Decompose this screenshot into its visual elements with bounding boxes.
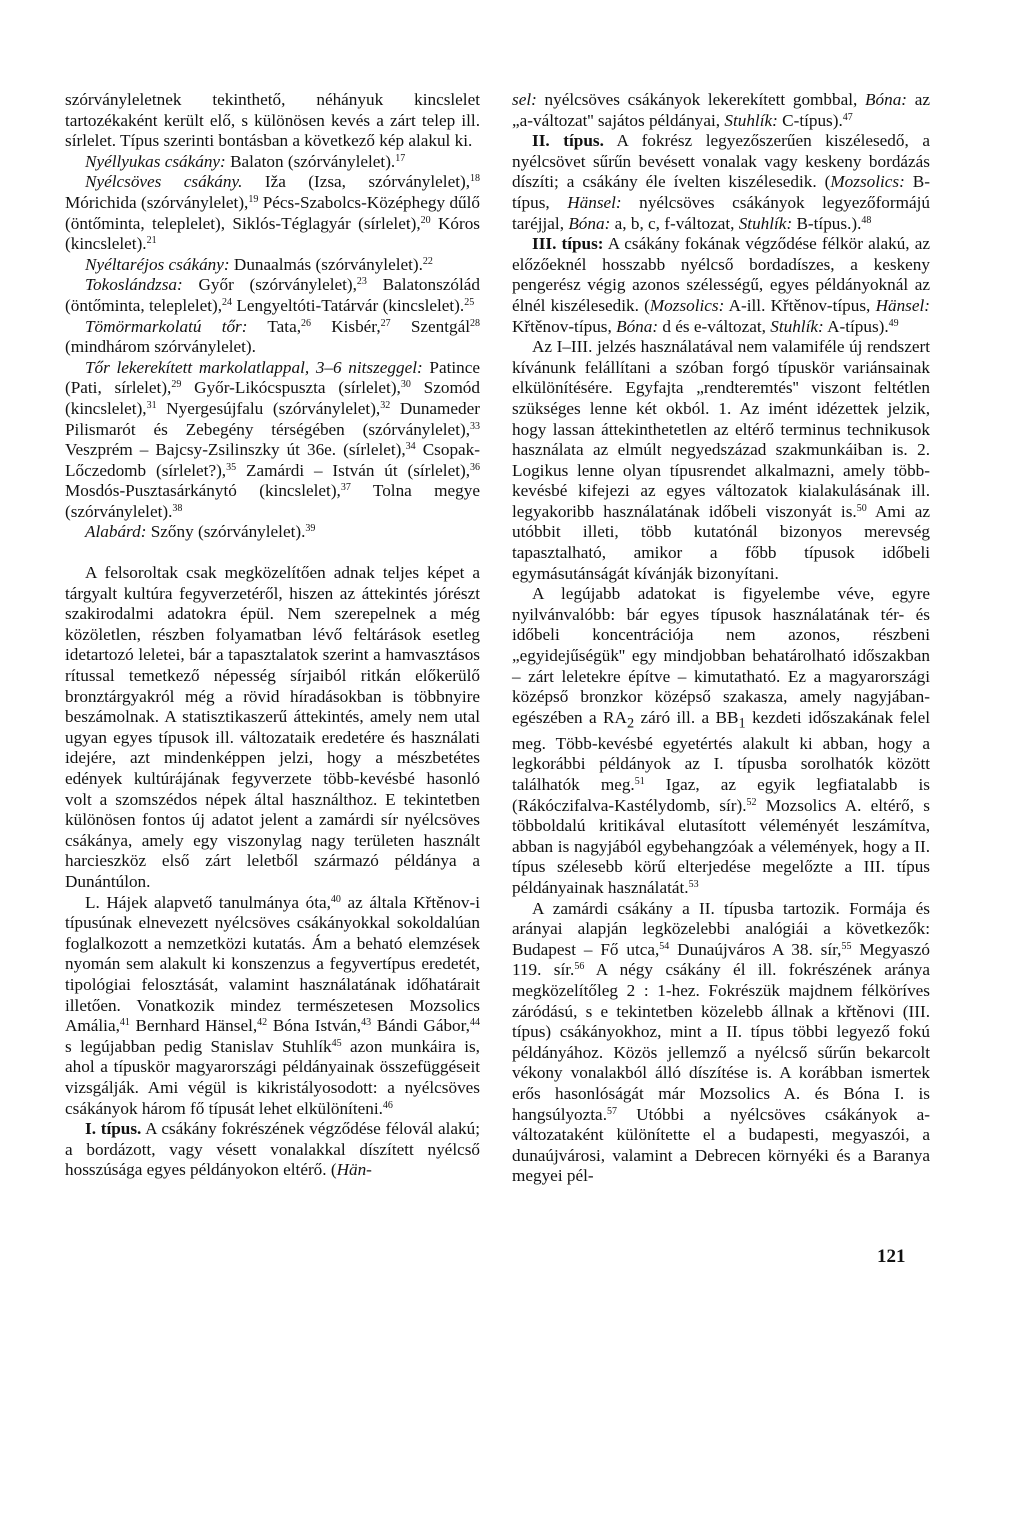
text-run: A csákány fokának végződése félkör alakú, az előzőeknél hosszabb nyélcső bordadíszes, a keskeny pengerész végig azonos szélességű, egyes példányoknál az élnél kiszélesedik. ( [512, 234, 930, 315]
text-run: Bóna: [865, 90, 908, 109]
text-run: Mozsolics A. eltérő, s többoldalú kritikával elutasított véleményét leszámítva, abban is nagyjából egybehangzóak a vélemények, hogy a II. típus szélesebb körű elterjedése megelőzte a III. típus példányainak használatát. [512, 795, 930, 897]
text-run: B-típus, [512, 172, 930, 212]
text-run: Tata, [247, 316, 301, 336]
text-run: A-ill. Křtěnov-típus, [724, 295, 876, 315]
text-run: A fokrész legyezőszerűen kiszélesedő, a nyélcsövet sűrűn bevésett vonalak vagy keskeny bordázás díszíti; a csákány éle ívelten kiszélesedik. ( [512, 131, 930, 192]
footnote-ref: 51 [634, 776, 645, 788]
text-run: Hänsel: [875, 295, 930, 315]
text-run: Szőny (szórványlelet). [146, 522, 306, 542]
text-run: A zamárdi csákány a II. típusba tartozik. Formája és arányai alapján legközelebbi analógiái a következők: Budapest – Fő utca, [512, 898, 930, 959]
text-run: Iža (Izsa, szórványlelet), [242, 172, 470, 192]
text-run: Bóna: [616, 316, 659, 336]
text-run: C-típus). [777, 110, 843, 130]
text-run: II. típus. [532, 131, 604, 151]
text-run: Nyéltaréjos csákány: [85, 254, 230, 274]
paragraph [65, 275, 480, 316]
footnote-ref: 40 [330, 893, 341, 905]
text-run: Mozsolics: [649, 295, 725, 315]
paragraph [512, 337, 930, 584]
footnote-ref: 37 [340, 482, 351, 494]
text-run: Hän- [336, 1160, 372, 1180]
text-run: I. típus. [85, 1119, 142, 1139]
text-run: Alabárd: [85, 522, 147, 542]
text-run: Zamárdi – István út (sírlelet), [236, 460, 470, 480]
text-run: szórványleletnek tekinthető, néhányuk kincslelet tartozékaként került elő, s különösen kevés a zárt telep ill. sírlelet. Típus szerinti bontásban a következő kép alakul ki. [65, 90, 480, 151]
footnote-ref: 17 [395, 152, 406, 164]
spacer [65, 543, 480, 563]
text-run: Stuhlík: [738, 213, 793, 233]
footnote-ref: 35 [226, 461, 237, 473]
text-run: az általa Křtěnov-i típusúnak elnevezett nyélcsöves csákányokkal sokoldalúan foglalkozott a nemzetközi kutatás. Ám a beható elemzések nyomán sem alakult ki konszenzus a fegyvertípus eredetét, tipológiai felosztását, valamint használatának időhatárait illetően. Vonatkozik mindez természetesen Mozsolics Amália, [65, 892, 480, 1036]
footnote-ref: 26 [301, 317, 311, 329]
footnote-ref: 38 [172, 502, 183, 514]
text-run: Dunaalmás (szórványlelet). [229, 254, 423, 274]
footnote-ref: 54 [659, 940, 670, 952]
paragraph [512, 90, 930, 131]
text-run: A-típus). [823, 316, 889, 336]
footnote-ref: 23 [356, 276, 367, 288]
footnote-ref: 29 [171, 379, 182, 391]
paragraph [65, 358, 480, 523]
text-run: Balaton (szórványlelet). [225, 151, 396, 171]
text-run: kezdeti időszakának felel meg. Több-kevésbé egyetértés alakult ki abban, hogy a legkorábbi példányok az I. típusba sorolhatók között találhatók meg. [512, 707, 930, 795]
text-run: B-típus.). [792, 213, 862, 233]
footnote-ref: 19 [248, 193, 259, 205]
text-run: Veszprém – Bajcsy-Zsilinszky út 36e. (sírlelet), [65, 440, 406, 460]
text-run: Az I–III. jelzés használatával nem valamiféle új rendszert kívánunk felállítani a szóban forgó típuskör variánsainak elkülönítésére. Egyfajta „rendteremtés'' viszont feltétlen szükséges lenne két okból. 1. Az imént idézettek jelzik, hogy lassan áttekinthetetlen az eltérő terminus technikusok használata az elmúlt negyedszázad szakmunkáiban is. 2. Logikus lenne olyan típusrendet alkalmazni, amely több-kevésbé kifejezi az egyes változatok kialakulásának ill. legyakoribb használatának időbeli viszonyát is. [512, 337, 930, 521]
text-run: d és e-változat, [658, 316, 771, 336]
text-run: A csákány fokrészének végződése félovál alakú; a bordázott, vagy vésett vonalakkal díszített nyélcső hosszúsága egyes példányokon eltérő. ( [65, 1119, 480, 1180]
footnote-ref: 49 [888, 317, 899, 329]
text-run: Csopak-Lőczedomb (sírlelet?), [65, 440, 480, 480]
footnote-ref: 25 [464, 296, 475, 308]
text-run: Bernhard Hänsel, [129, 1016, 258, 1036]
text-run: Lengyeltóti-Tatárvár (kincslelet). [232, 295, 465, 315]
footnote-ref: 52 [746, 796, 757, 808]
page-number: 121 [877, 1246, 906, 1267]
paragraph [65, 90, 480, 152]
footnote-ref: 30 [400, 379, 411, 391]
paragraph [65, 152, 480, 173]
text-run: az „a-változat'' sajátos példányai, [512, 90, 930, 130]
text-run: Tőr lekerekített markolatlappal, 3–6 nitszeggel: [85, 357, 423, 377]
text-run: Nyélcsöves csákány. [85, 172, 243, 192]
text-run: Stuhlík: [724, 110, 778, 130]
text-run: (mindhárom szórványlelet). [65, 337, 256, 357]
footnote-ref: 55 [841, 940, 852, 952]
text-run: 2 [626, 715, 635, 732]
text-run: Dunameder Pilismarót és Zebegény térségében (szórványlelet), [65, 398, 480, 439]
paragraph [65, 893, 480, 1120]
paragraph [512, 584, 930, 898]
text-run: a, b, c, f-változat, [610, 213, 739, 233]
text-run: Kisbér, [311, 316, 381, 336]
text-run: Nyergesújfalu (szórványlelet), [156, 398, 381, 418]
text-run: Kóros (kincslelet). [65, 213, 480, 254]
text-run: Patince (Pati, sírlelet), [65, 357, 480, 398]
text-run: A felsoroltak csak megközelítően adnak teljes képet a tárgyalt kultúra fegyverzetéről, hiszen az áttekintés jórészt szakirodalmi adatokra épül. Nem szerepelnek a még közöletlen, részben folyamatban lévő feltárások esetleg idetartozó leletei, bár a tapasztalatok szerint a hamvasztásos rítussal temetkező népesség sírjaiból ritkán előkerülő bronztárgyakról még a rövid híradásokban is többnyire beszámolnak. A statisztikaszerű áttekintés, amely nem utal ugyan egyes típusok ill. változataik eredetére és használati idejére, azt mindenképpen jelzi, hogy a mészbetétes edények kultúrájának fegyverzete több-kevésbé hasonló volt a szomszédos népek által használthoz. E tekintetben különösen fontos új adatot jelent a zamárdi sír nyélcsöves csákánya, amely egy viszonylag nagy területen használt harcieszköz első zárt leletből származó példánya a Dunántúlon. [65, 563, 480, 891]
footnote-ref: 50 [856, 502, 867, 514]
footnote-ref: 32 [380, 399, 391, 411]
paragraph [65, 563, 480, 893]
left-column [65, 90, 480, 1181]
text-run: Mozsolics: [830, 172, 905, 192]
right-column [512, 90, 930, 1187]
footnote-ref: 22 [422, 255, 433, 267]
text-run: Megyaszó 119. sír. [512, 939, 930, 980]
text-run: Nyéllyukas csákány: [85, 151, 226, 171]
footnote-ref: 39 [305, 523, 316, 535]
text-run: Tolna megye (szórványlelet). [65, 481, 480, 521]
footnote-ref: 42 [257, 1017, 268, 1029]
footnote-ref: 20 [420, 214, 431, 226]
text-run: Tokoslándzsa: [85, 275, 183, 295]
text-run: A legújabb adatokat is figyelembe véve, egyre nyilvánvalóbb: bár egyes típusok használatának tér- és időbeli koncentrációja nem azonos, részbeni „egyidejűségük'' egy mindjobban behatárolható időszakban – zárt leletekre építve – kimutatható. Ez a magyarországi középső bronzkor középső szakasza, amely nagyjában-egészében a RA [512, 584, 930, 727]
text-run: Mosdós-Pusztasárkánytó (kincslelet), [65, 481, 341, 501]
text-run: L. Hájek alapvető tanulmánya óta, [85, 892, 331, 912]
text-run: Bándi Gábor, [371, 1016, 470, 1036]
text-run: Szomód (kincslelet), [65, 378, 480, 418]
footnote-ref: 48 [861, 214, 872, 226]
text-run: Pécs-Szabolcs-Középhegy dűlő (öntőminta, teleplelet), Siklós-Téglagyár (sírlelet), [65, 192, 481, 233]
text-run: Balatonszólád (öntőminta, teleplelet), [65, 275, 480, 315]
footnote-ref: 21 [146, 235, 157, 247]
footnote-ref: 56 [574, 961, 585, 973]
text-run: Mórichida (szórványlelet), [65, 192, 249, 212]
footnote-ref: 28 [470, 317, 480, 329]
text-run: Dunaújváros A 38. sír, [669, 939, 842, 959]
paragraph [65, 317, 480, 358]
text-run: Győr (szórványlelet), [182, 275, 357, 295]
footnote-ref: 53 [688, 879, 699, 890]
text-run: III. típus: [532, 234, 604, 254]
text-run: Szentgál [390, 316, 470, 336]
footnote-ref: 31 [146, 399, 157, 411]
text-run: Hänsel: [567, 192, 622, 212]
footnote-ref: 24 [222, 296, 233, 308]
footnote-ref: 18 [470, 173, 480, 185]
text-run: azon munkáira is, ahol a típuskör magyarországi példányainak összefüggéseit vizsgálják. Ami végül is kikristályosodott: a nyélcsöves csákányok három fő típusát lehet elkülöníteni. [65, 1036, 480, 1118]
footnote-ref: 45 [331, 1037, 342, 1049]
text-run: A négy csákány él ill. fokrészének aránya megközelítőleg 2 : 1-hez. Fokrészük majdnem félköríves záródású, s e tekintetben közelebb állnak a křtěnovi (III. típus) csákányokhoz, mint a II. típus többi legyező fokú példányához. Közös jellemző a nyélcső sűrűn bekarcolt vékony vonalakból álló díszítése is. A korábban ismertek erős hasonlóságát már Mozsolics A. és Bóna I. is hangsúlyozta. [512, 960, 930, 1124]
text-run: Tömörmarkolatú tőr: [85, 316, 248, 336]
footnote-ref: 36 [470, 461, 480, 473]
paragraph [65, 172, 480, 254]
footnote-ref: 46 [382, 1099, 393, 1111]
footnote-ref: 47 [842, 111, 853, 123]
text-run: Igaz, az egyik legfiatalabb is (Rákóczifalva-Kastélydomb, sír). [512, 775, 930, 815]
text-run: Křtěnov-típus, [512, 316, 617, 336]
footnote-ref: 27 [380, 317, 391, 329]
footnote-ref: 43 [361, 1017, 372, 1029]
paragraph [512, 234, 930, 337]
footnote-ref: 34 [405, 441, 416, 453]
text-run: sel: [512, 90, 537, 109]
text-run: 1 [738, 715, 746, 732]
footnote-ref: 41 [119, 1017, 130, 1029]
footnote-ref: 44 [469, 1017, 480, 1029]
footnote-ref: 33 [470, 420, 480, 432]
paragraph [65, 1119, 480, 1181]
paragraph [512, 131, 930, 234]
text-run: Ami az utóbbit illeti, több kutatónál bizonyos merevség tapasztalható, amikor a főbb típusok időbeli egymásutánságát kívánják bizonyítani. [512, 501, 930, 583]
text-run: Győr-Likócspuszta (sírlelet), [181, 378, 401, 398]
text-run: Bóna István, [267, 1016, 362, 1036]
paragraph [65, 522, 480, 543]
text-run: záró ill. a BB [634, 707, 739, 727]
text-run: s legújabban pedig Stanislav Stuhlík [65, 1036, 332, 1056]
paragraph [512, 899, 930, 1187]
text-run: Stuhlík: [770, 316, 824, 336]
footnote-ref: 57 [607, 1105, 617, 1117]
paragraph [65, 255, 480, 276]
text-run: nyélcsöves csákányok legyezőformájú taréjjal, [512, 192, 930, 233]
text-run: Bóna: [568, 213, 611, 233]
text-run: Utóbbi a nyélcsöves csákányok a-változataként különítette el a budapesti, megyaszói, a dunaújvárosi, valamint a Debrecen környéki és a Baranya megyei pél- [512, 1104, 930, 1186]
text-run: nyélcsöves csákányok lekerekített gombbal, [536, 90, 866, 109]
